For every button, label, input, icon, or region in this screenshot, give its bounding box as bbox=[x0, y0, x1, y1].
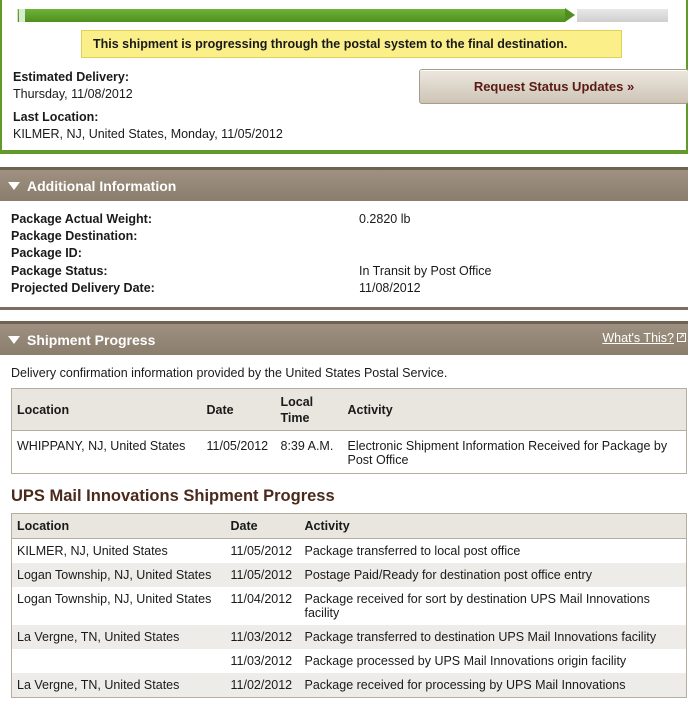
cell-activity: Package transferred to local post office bbox=[304, 544, 521, 558]
progress-start-segment bbox=[19, 9, 25, 22]
progress-bar bbox=[12, 9, 672, 22]
cell-date: 11/04/2012 bbox=[230, 592, 293, 606]
progress-arrow-icon bbox=[565, 8, 575, 22]
cell-time: 8:39 A.M. bbox=[280, 439, 334, 453]
column-header-local-time: Local Time bbox=[276, 389, 343, 431]
cell-date: 11/03/2012 bbox=[230, 654, 293, 668]
info-label-status: Package Status: bbox=[11, 264, 108, 278]
cell-activity: Package received for processing by UPS Mail Innovations bbox=[300, 673, 687, 698]
info-value-projected-date: 11/08/2012 bbox=[359, 281, 421, 295]
external-link-icon[interactable]: ↗ bbox=[678, 334, 685, 341]
column-header-location: Location bbox=[12, 389, 202, 431]
table-row bbox=[12, 563, 687, 587]
cell-location: Logan Township, NJ, United States bbox=[12, 563, 226, 587]
table-row bbox=[12, 587, 687, 625]
progress-start-cap bbox=[12, 9, 18, 22]
info-label-projected-date: Projected Delivery Date: bbox=[11, 281, 155, 295]
ups-progress-table bbox=[11, 513, 687, 698]
additional-info-panel bbox=[0, 167, 688, 310]
column-header-date: Date bbox=[202, 389, 276, 431]
column-header-activity: Activity bbox=[343, 389, 687, 431]
shipment-progress-header[interactable] bbox=[0, 321, 688, 355]
info-value-weight: 0.2820 lb bbox=[359, 212, 411, 226]
cell-location: KILMER, NJ, United States bbox=[17, 544, 168, 558]
cell-location: WHIPPANY, NJ, United States bbox=[17, 439, 186, 453]
cell-activity: Postage Paid/Ready for destination post office entry bbox=[300, 563, 687, 587]
info-label-package-id: Package ID: bbox=[11, 246, 82, 260]
cell-location: La Vergne, TN, United States bbox=[12, 625, 226, 649]
cell-activity: Electronic Shipment Information Received for Package by Post Office bbox=[347, 439, 668, 467]
ups-progress-title: UPS Mail Innovations Shipment Progress bbox=[11, 487, 335, 505]
cell-location: La Vergne, TN, United States bbox=[12, 673, 226, 698]
cell-activity: Package transferred to destination UPS Mail Innovations facility bbox=[300, 625, 687, 649]
cell-location: Logan Township, NJ, United States bbox=[17, 592, 212, 606]
cell-date: 11/05/2012 bbox=[230, 544, 293, 558]
progress-remaining bbox=[577, 9, 668, 22]
info-value-status: In Transit by Post Office bbox=[359, 264, 492, 278]
progress-end-cap bbox=[668, 9, 672, 22]
status-message: This shipment is progressing through the postal system to the final destination. bbox=[81, 30, 622, 58]
usps-progress-table bbox=[11, 388, 687, 474]
last-location-label: Last Location: bbox=[13, 110, 99, 124]
collapse-triangle-icon bbox=[8, 336, 20, 344]
estimated-delivery-value: Thursday, 11/08/2012 bbox=[13, 87, 133, 101]
cell-date: 11/05/2012 bbox=[226, 563, 300, 587]
delivery-confirmation-note: Delivery confirmation information provided by the United States Postal Service. bbox=[11, 366, 448, 380]
column-header-date: Date bbox=[226, 514, 300, 539]
shipment-summary bbox=[0, 0, 688, 154]
estimated-delivery-label: Estimated Delivery: bbox=[13, 70, 130, 84]
cell-date: 11/05/2012 bbox=[206, 439, 269, 453]
table-row bbox=[12, 649, 687, 673]
table-row bbox=[12, 673, 687, 698]
table-row bbox=[12, 539, 687, 564]
progress-fill bbox=[12, 9, 565, 22]
column-header-activity: Activity bbox=[300, 514, 687, 539]
info-label-weight: Package Actual Weight: bbox=[11, 212, 153, 226]
cell-activity: Package processed by UPS Mail Innovations origin facility bbox=[304, 654, 627, 668]
info-label-destination: Package Destination: bbox=[11, 229, 138, 243]
last-location-value: KILMER, NJ, United States, Monday, 11/05/2012 bbox=[13, 127, 283, 141]
whats-this-link[interactable]: What's This? bbox=[602, 331, 674, 345]
table-row bbox=[12, 431, 687, 474]
shipment-progress-title: Shipment Progress bbox=[27, 331, 156, 348]
column-header-location: Location bbox=[12, 514, 226, 539]
request-status-updates-button[interactable]: Request Status Updates » bbox=[419, 69, 688, 104]
cell-date: 11/03/2012 bbox=[226, 625, 300, 649]
table-row bbox=[12, 625, 687, 649]
cell-date: 11/02/2012 bbox=[226, 673, 300, 698]
additional-info-title: Additional Information bbox=[27, 177, 177, 194]
cell-location bbox=[12, 649, 226, 673]
cell-activity: Package received for sort by destination UPS Mail Innovations facility bbox=[304, 592, 650, 620]
